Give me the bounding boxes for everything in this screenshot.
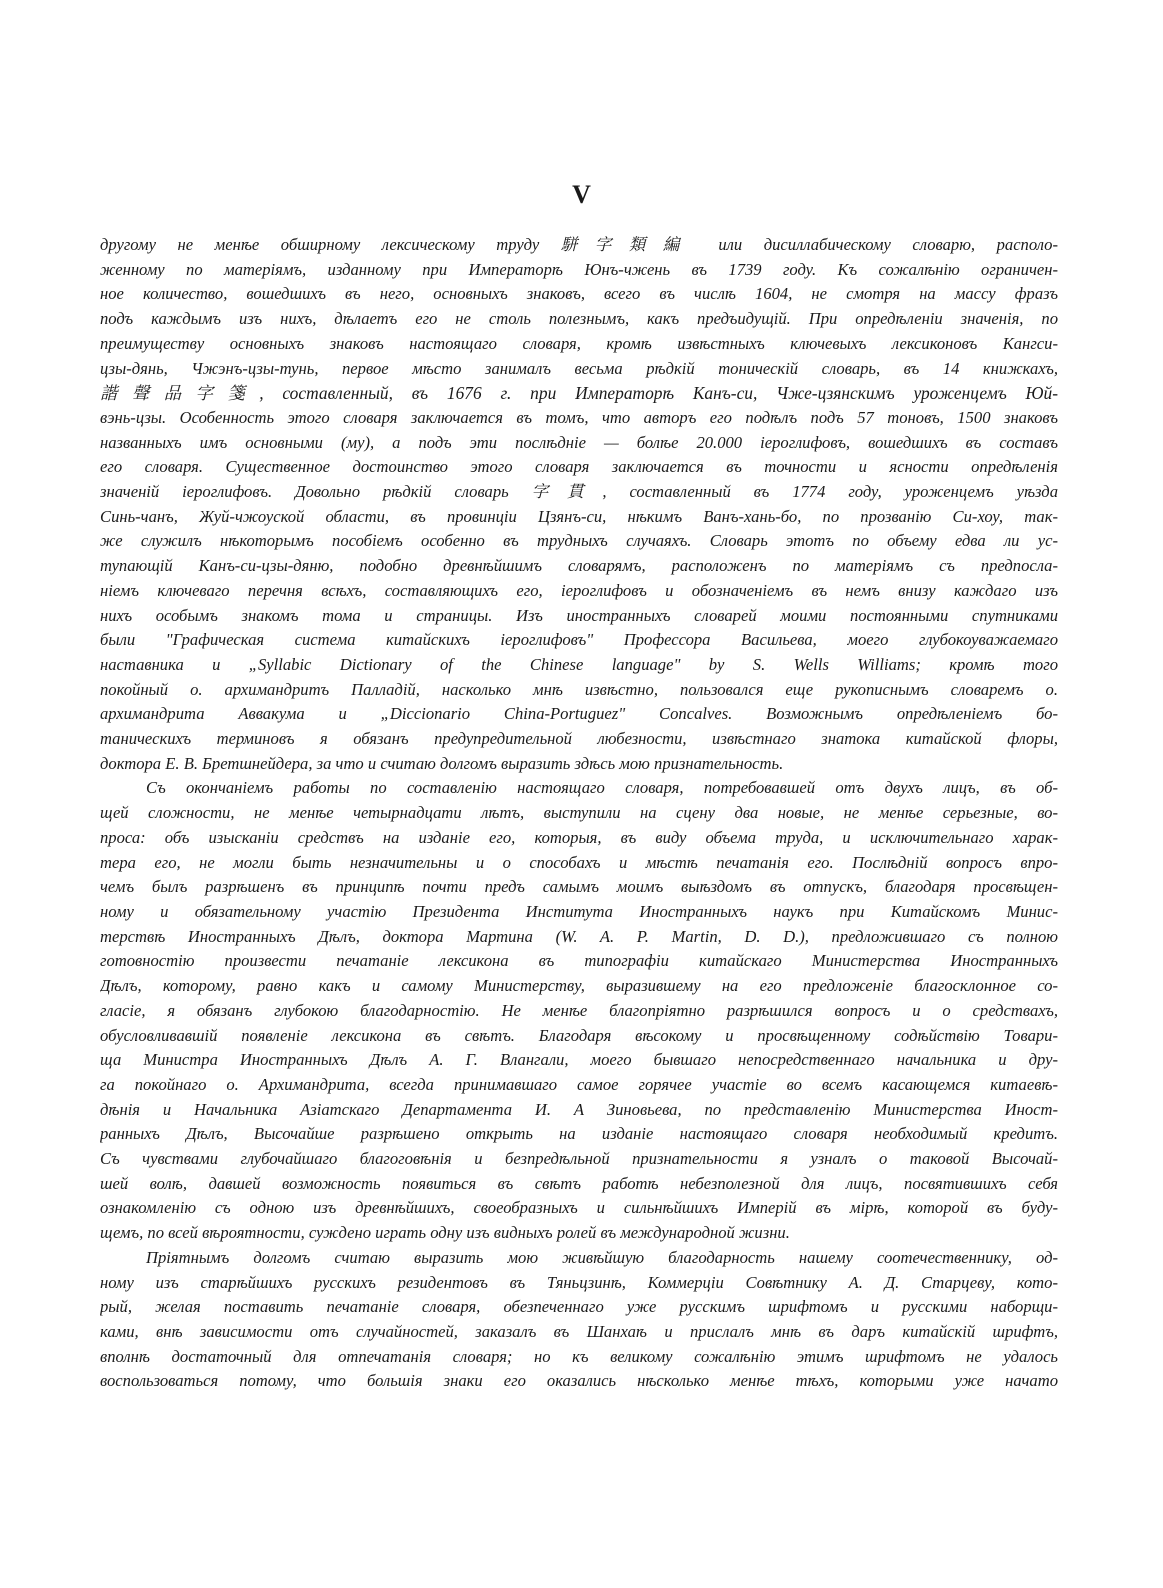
text-line: наставника и „Syllabic Dictionary of the Chinese language" by S. Wells Williams; кромѣ того — [100, 654, 1058, 674]
text-line: названныхъ имъ основными (му), а подъ эти послѣдніе — болѣе 20.000 іероглифовъ, вошедшихъ въ составъ — [100, 432, 1058, 452]
paragraph-1 — [100, 233, 1058, 776]
text-line: Пріятнымъ долгомъ считаю выразить мою живѣйшую благодарность нашему соотечественнику, од- — [146, 1247, 1058, 1267]
text-line: обусловливавшій появленіе лексикона въ свѣтъ. Благодаря вѣсокому и просвѣщенному содѣйствію Товари- — [100, 1025, 1058, 1045]
text-line: гласіе, я обязанъ глубокою благодарностію. Не менѣе благопріятно разрѣшился вопросъ и о средствахъ, — [100, 1000, 1058, 1020]
text-line: терствѣ Иностранныхъ Дѣлъ, доктора Мартина (W. A. P. Martin, D. D.), предложившаго съ полною — [100, 926, 1058, 946]
text-line: же служилъ нѣкоторымъ пособіемъ особенно въ трудныхъ случаяхъ. Словарь этотъ по объему едва ли ус- — [100, 531, 1058, 551]
text-line: ками, внѣ зависимости отъ случайностей, заказалъ въ Шанхаѣ и прислалъ мнѣ въ даръ китайскій шрифтъ, — [100, 1321, 1058, 1341]
text-line: вэнь-цзы. Особенность этого словаря заключается въ томъ, что авторъ его подѣлъ подъ 57 тоновъ, 1500 знаковъ — [100, 407, 1058, 427]
text-line: 諧聲品字箋, составленный, въ 1676 г. при Императорѣ Канъ-си, Чже-цзянскимъ уроженцемъ Юй- — [100, 383, 1058, 404]
text-line: вполнѣ достаточный для отпечатанія словаря; но къ великому сожалѣнію этимъ шрифтомъ не удалось — [100, 1346, 1058, 1366]
page-number: V — [572, 180, 591, 209]
text-line: дѣнія и Начальника Азіатскаго Департамента И. А Зиновьева, по представленію Министерства Иност- — [100, 1099, 1058, 1119]
paragraph-2 — [100, 776, 1058, 1245]
text-line: ному и обязательному участію Президента Института Иностранныхъ наукъ при Китайскомъ Минис- — [100, 901, 1058, 921]
text-line: Синь-чанъ, Жуй-чжоуской области, въ провинціи Цзянъ-си, нѣкимъ Ванъ-хань-бо, по прозванію Си-хоу, так- — [100, 506, 1058, 526]
text-line: проса: объ изысканіи средствъ на изданіе его, которыя, въ виду объема труда, и исключительнаго харак- — [100, 827, 1058, 847]
body-text — [100, 233, 1058, 1394]
text-line: нихъ особымъ знакомъ тома и страницы. Изъ иностранныхъ словарей моими постоянными спутниками — [100, 605, 1058, 625]
text-line: тера его, не могли быть незначительны и о способахъ и мѣстѣ печатанія его. Послѣдній вопросъ впро- — [100, 852, 1058, 872]
text-line: женному по матеріямъ, изданному при Императорѣ Юнъ-чжень въ 1739 году. Къ сожалѣнію ограничен- — [100, 259, 1058, 279]
text-line: его словаря. Существенное достоинство этого словаря заключается въ точности и ясности опредѣленія — [100, 457, 1058, 477]
text-line: доктора Е. В. Бретшнейдера, за что и считаю долгомъ выразить здѣсь мою признательность. — [100, 753, 784, 773]
text-line: Съ окончаніемъ работы по составленію настоящаго словаря, потребовавшей отъ двухъ лицъ, въ об- — [146, 778, 1058, 798]
text-line: ному изъ старѣйшихъ русскихъ резидентовъ въ Тяньцзинѣ, Коммерціи Совѣтнику А. Д. Старцеву, кото- — [100, 1272, 1058, 1292]
text-line: таническихъ терминовъ я обязанъ предупредительной любезности, извѣстнаго знатока китайской флоры, — [100, 729, 1058, 749]
text-line: ніемъ ключеваго перечня всѣхъ, составляющихъ его, іероглифовъ и обозначеніемъ въ немъ внизу каждаго изъ — [100, 580, 1058, 600]
text-line: Съ чувствами глубочайшаго благоговѣнія и безпредѣльной признательности я узналъ о таковой Высочай- — [100, 1149, 1058, 1169]
paragraph-3 — [100, 1246, 1058, 1394]
text-line: рый, желая поставить печатаніе словаря, обезпеченнаго уже русскимъ шрифтомъ и русскими наборщи- — [100, 1297, 1058, 1317]
text-line: щемъ, по всей вѣроятности, суждено играть одну изъ видныхъ ролей въ международной жизни. — [100, 1223, 790, 1243]
text-line: значеній іероглифовъ. Довольно рѣдкій словарь 字貫, составленный въ 1774 году, уроженцемъ уѣзда — [100, 482, 1058, 502]
text-line: цзы-дянь, Чжэнъ-цзы-тунь, первое мѣсто занималъ весьма рѣдкій тоническій словарь, въ 14 книжкахъ, — [100, 358, 1058, 378]
text-line: преимуществу основныхъ знаковъ настоящаго словаря, кромѣ извѣстныхъ ключевыхъ лексиконовъ Кангси- — [100, 333, 1058, 353]
text-line: покойный о. архимандритъ Палладій, насколько мнѣ извѣстно, пользовался еще рукописнымъ словаремъ о. — [100, 679, 1058, 699]
text-line: другому не менѣе обширному лексическому труду 駢字類編 или дисиллабическому словарю, располо- — [100, 235, 1058, 254]
text-line: готовностію произвести печатаніе лексикона въ типографіи китайскаго Министерства Иностранныхъ — [100, 951, 1058, 971]
text-line: ранныхъ Дѣлъ, Высочайше разрѣшено открыть на изданіе настоящаго словаря необходимый кредитъ. — [100, 1124, 1058, 1144]
text-line: воспользоваться потому, что большія знаки его оказались нѣсколько менѣе тѣхъ, которыми уже начато — [100, 1371, 1058, 1391]
text-line: подъ каждымъ изъ нихъ, дѣлаетъ его не столь полезнымъ, какъ предъидущій. При опредѣленіи значенія, по — [100, 309, 1058, 329]
text-line: шей волѣ, давшей возможность появиться въ свѣтъ работѣ небезполезной для лицъ, посвятившихъ себя — [100, 1173, 1058, 1193]
text-line: щей сложности, не менѣе четырнадцати лѣтъ, выступили на сцену два новые, не менѣе серьезные, во- — [100, 803, 1058, 823]
text-line: были "Графическая система китайскихъ іероглифовъ" Профессора Васильева, моего глубокоуважаемаго — [100, 630, 1058, 650]
text-line: Дѣлъ, которому, равно какъ и самому Министерству, выразившему на его предложеніе благосклонное со- — [100, 976, 1058, 996]
text-line: ознакомленію съ одною изъ древнѣйшихъ, своеобразныхъ и сильнѣйшихъ Имперій въ мірѣ, которой въ буду- — [100, 1198, 1058, 1218]
text-line: ное количество, вошедшихъ въ него, основныхъ знаковъ, всего въ числѣ 1604, не смотря на массу фразъ — [100, 284, 1058, 304]
text-line: га покойнаго о. Архимандрита, всегда принимавшаго самое горячее участіе во всемъ касающемся китаевѣ- — [100, 1074, 1058, 1094]
text-line: архимандрита Аввакума и „Diccionario China-Portuguez" Concalves. Возможнымъ опредѣленіемъ бо- — [100, 704, 1058, 724]
text-line: чемъ былъ разрѣшенъ въ принципѣ почти предъ самымъ моимъ выѣздомъ въ отпускъ, благодаря просвѣщен- — [100, 877, 1058, 897]
text-line: ща Министра Иностранныхъ Дѣлъ А. Г. Влангали, моего бывшаго непосредственнаго начальника и дру- — [100, 1050, 1058, 1070]
text-line: тупающій Канъ-си-цзы-дяню, подобно древнѣйшимъ словарямъ, расположенъ по матеріямъ съ предпосла- — [100, 556, 1058, 576]
